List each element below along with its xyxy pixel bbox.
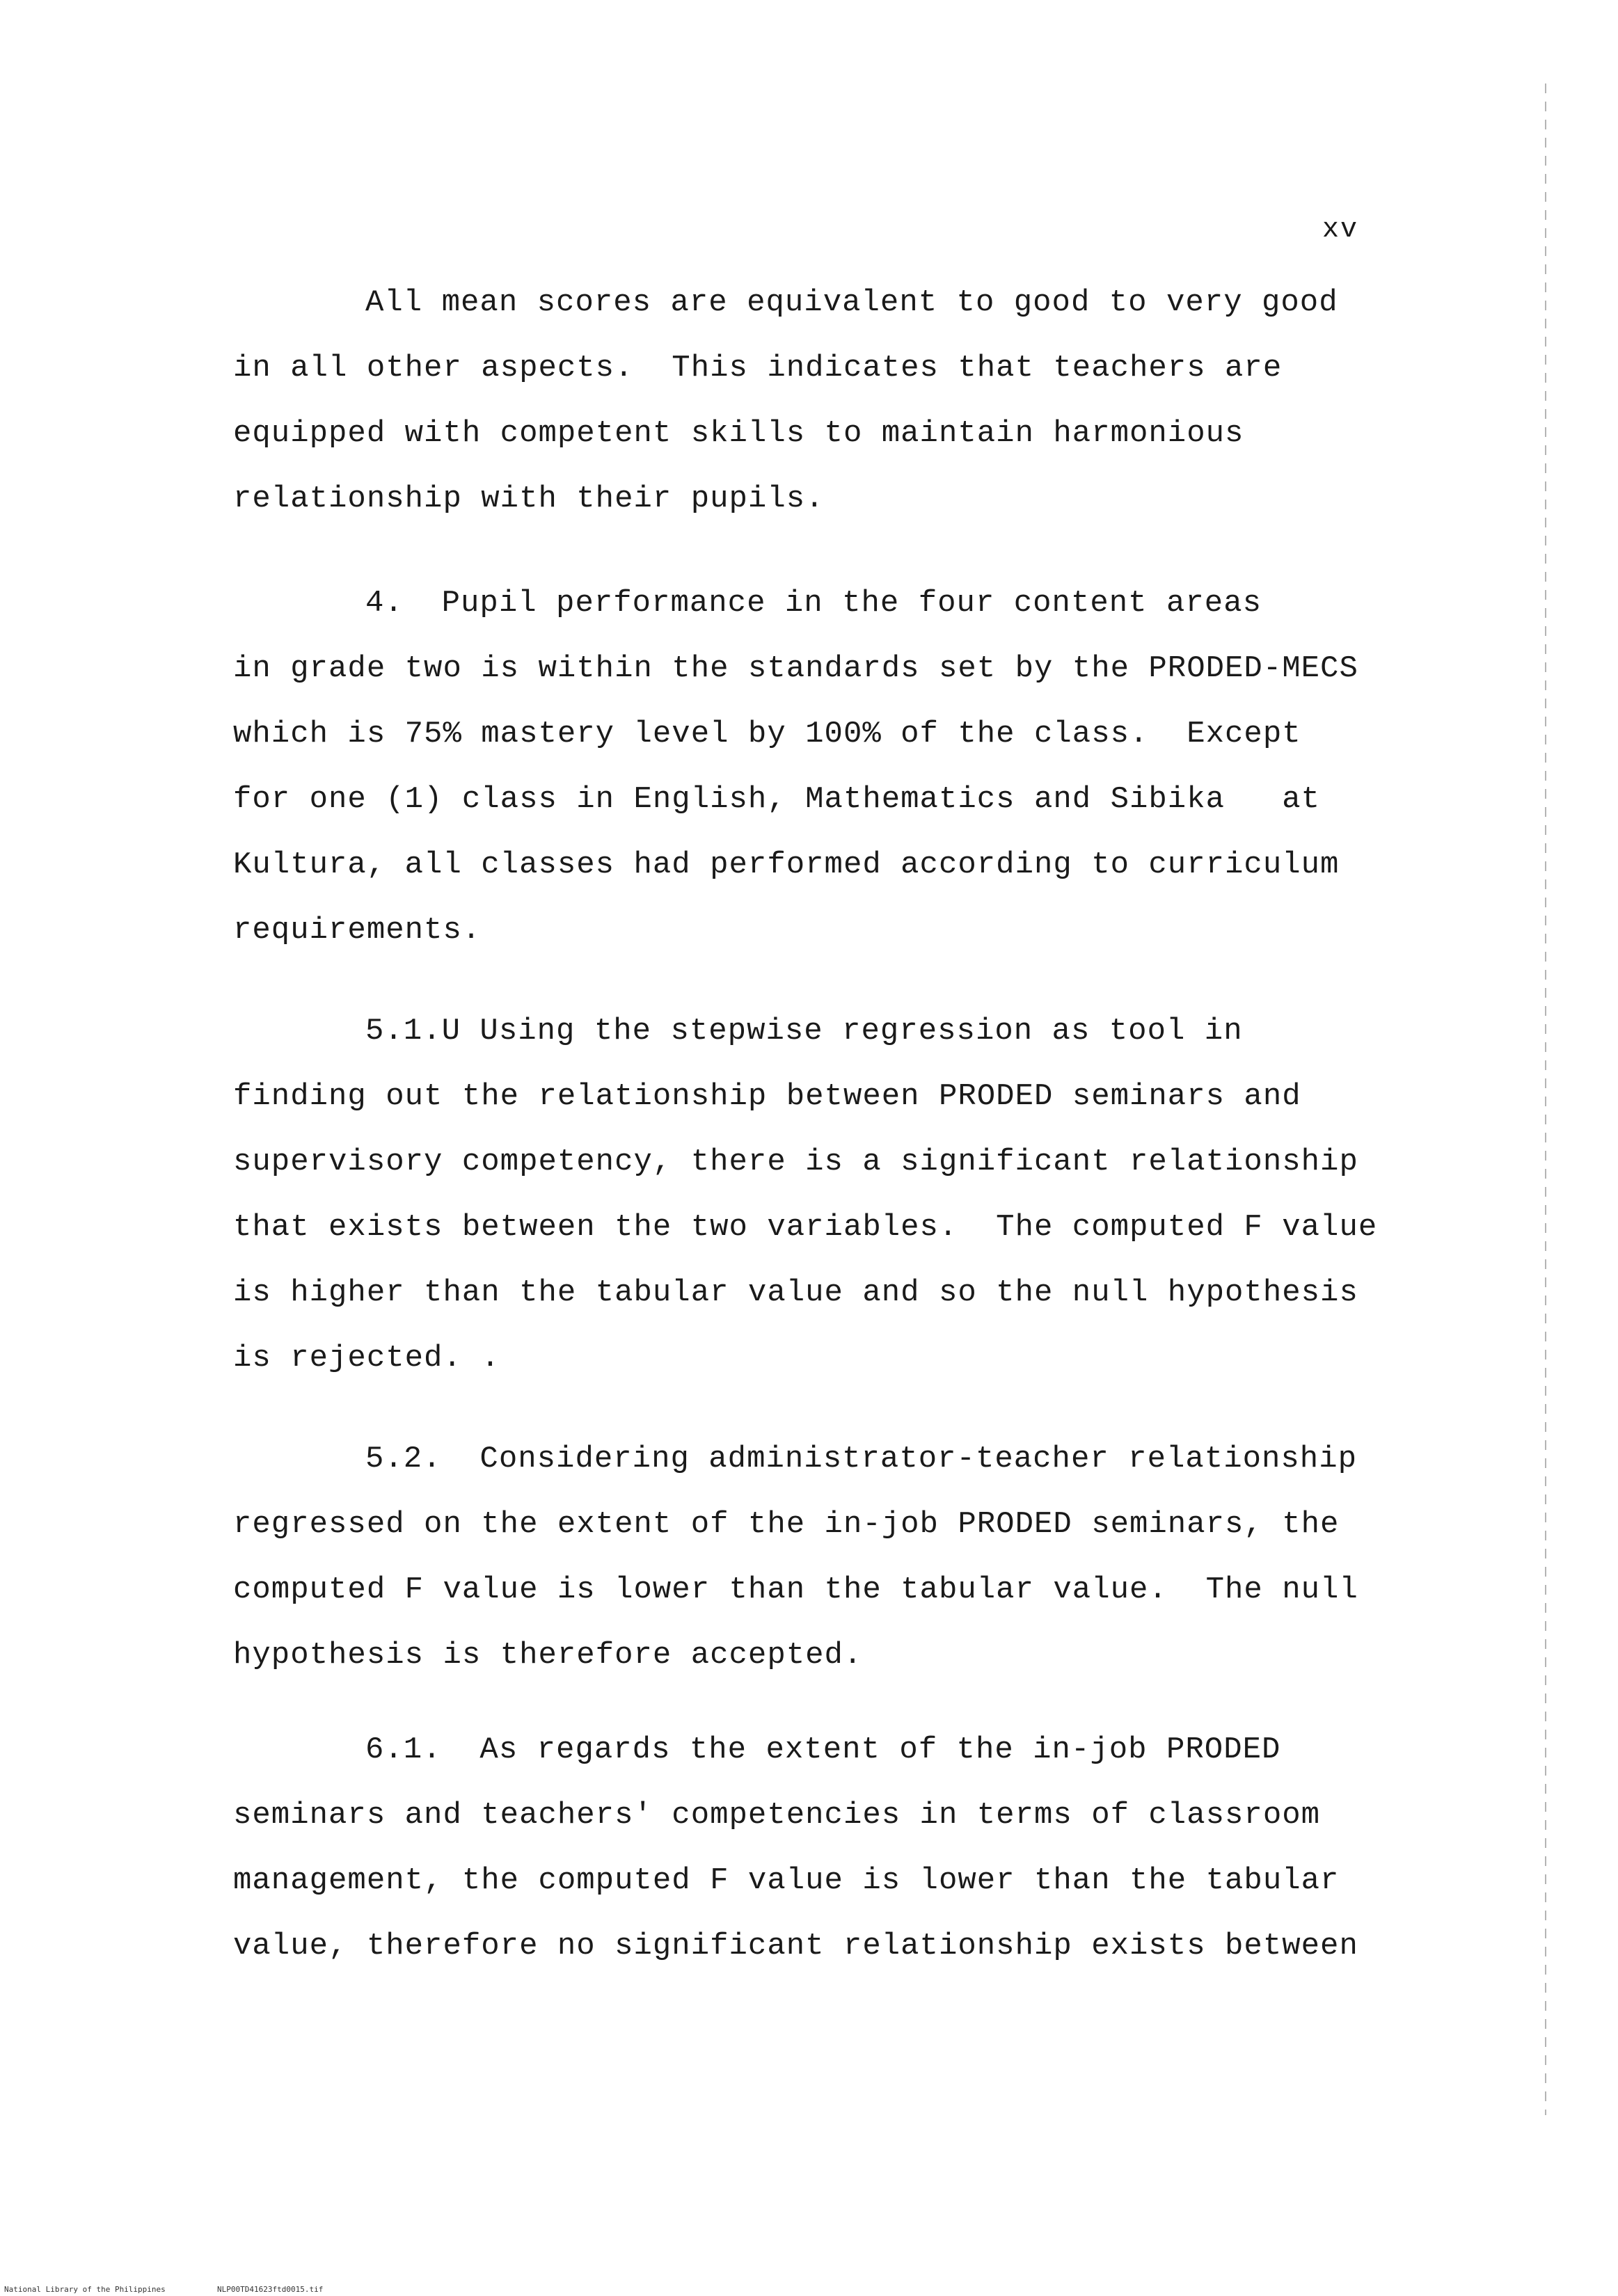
paragraph-line: Kultura, all classes had performed according to curriculum (233, 847, 1340, 882)
paragraph-line: equipped with competent skills to maintain harmonious (233, 416, 1244, 451)
paragraph-line: is rejected. . (233, 1341, 500, 1376)
page-number: xv (1322, 214, 1359, 246)
paragraph-line: supervisory competency, there is a significant relationship (233, 1145, 1358, 1179)
paragraph-line: 4. Pupil performance in the four content areas (365, 586, 1262, 621)
paragraph-finding-4 (233, 571, 1416, 963)
paragraph-line: 6.1. As regards the extent of the in-job PRODED (365, 1732, 1281, 1767)
footer-institution: National Library of the Philippines (4, 2285, 166, 2294)
paragraph-line: requirements. (233, 913, 482, 948)
paragraph-line: management, the computed F value is lower than the tabular (233, 1863, 1340, 1898)
paragraph-finding-5-1 (233, 998, 1416, 1391)
paragraph-line: regressed on the extent of the in-job PRODED seminars, the (233, 1507, 1340, 1542)
paragraph-line: finding out the relationship between PRODED seminars and (233, 1079, 1301, 1114)
paragraph-summary-mean-scores (233, 270, 1416, 532)
paragraph-line: in all other aspects. This indicates that teachers are (233, 351, 1283, 385)
footer-filename: NLP00TD41623ftd0015.tif (217, 2285, 324, 2294)
paragraph-finding-6-1 (233, 1717, 1416, 1979)
paragraph-line: hypothesis is therefore accepted. (233, 1638, 863, 1673)
paragraph-line: relationship with their pupils. (233, 481, 825, 516)
paragraph-line: 5.2. Considering administrator-teacher relationship (365, 1442, 1358, 1476)
scan-edge-rule (1545, 83, 1546, 2115)
paragraph-line: value, therefore no significant relationship exists between (233, 1929, 1358, 1963)
paragraph-line: computed F value is lower than the tabular value. The null (233, 1572, 1358, 1607)
paragraph-line: 5.1.U Using the stepwise regression as tool in (365, 1014, 1243, 1049)
paragraph-line: in grade two is within the standards set by the PRODED-MECS (233, 651, 1358, 686)
paragraph-line: seminars and teachers' competencies in terms of classroom (233, 1798, 1321, 1833)
paragraph-line: that exists between the two variables. The computed F value (233, 1210, 1378, 1245)
paragraph-finding-5-2 (233, 1426, 1416, 1688)
paragraph-line: All mean scores are equivalent to good to very good (365, 285, 1338, 320)
paragraph-line: is higher than the tabular value and so the null hypothesis (233, 1275, 1358, 1310)
paragraph-line: for one (1) class in English, Mathematics and Sibika at (233, 782, 1321, 817)
paragraph-line: which is 75% mastery level by 100% of the class. Except (233, 717, 1301, 751)
